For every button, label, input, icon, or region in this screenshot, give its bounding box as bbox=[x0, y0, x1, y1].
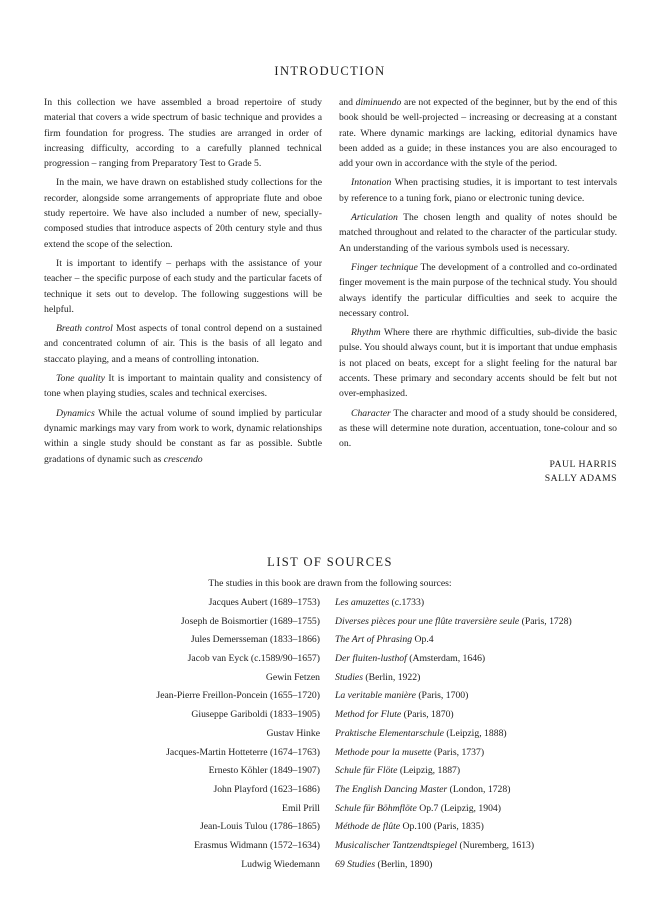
list-of-sources-heading: LIST OF SOURCES bbox=[267, 555, 393, 569]
source-row bbox=[0, 653, 660, 672]
source-work bbox=[335, 859, 432, 870]
source-composer: Jean-Louis Tulou (1786–1865) bbox=[199, 821, 320, 833]
source-work bbox=[335, 616, 572, 627]
finger-technique-text: The development of a controlled and co-ordinated finger movement is the main purpose of the technical study. You should always identify the particular difficulties and seek to acquire the necessary control. bbox=[339, 261, 617, 319]
source-work bbox=[335, 672, 420, 683]
source-row bbox=[0, 840, 660, 859]
source-title: The Art of Phrasing bbox=[335, 634, 413, 646]
character-text: The character and mood of a study should be considered, as these will determine note duration, accentuation, tone-colour and so on. bbox=[339, 407, 617, 450]
source-detail: (Paris, 1728) bbox=[519, 615, 572, 627]
source-title: Diverses pièces pour une flûte traversière seule bbox=[335, 615, 520, 627]
articulation-text: The chosen length and quality of notes should be matched throughout and related to the character of the particular study. An understanding of the various symbols used is necessary. bbox=[339, 212, 617, 254]
intro-paragraph-2: In the main, we have drawn on established study collections for the recorder, alongside some arrangements of appropriate flute and oboe study repertoire. We have also included a number of new, specially-composed studies that introduce aspects of 20th century style and thus extend the scope of the selection. bbox=[44, 177, 322, 250]
source-row bbox=[0, 821, 660, 840]
source-composer: Ernesto Köhler (1849–1907) bbox=[208, 765, 320, 777]
character-lead: Character bbox=[351, 407, 391, 419]
finger-technique-lead: Finger technique bbox=[351, 261, 418, 273]
source-composer: Jacob van Eyck (c.1589/90–1657) bbox=[187, 653, 320, 665]
source-title: Musicalischer Tantzendtspiegel bbox=[335, 839, 458, 851]
intonation-paragraph bbox=[339, 175, 617, 206]
source-detail: (Amsterdam, 1646) bbox=[406, 653, 486, 665]
source-detail: Op.7 (Leipzig, 1904) bbox=[416, 802, 502, 814]
source-composer: Erasmus Widmann (1572–1634) bbox=[194, 839, 320, 851]
source-detail: (Paris, 1737) bbox=[431, 746, 485, 758]
intonation-text: When practising studies, it is important to test intervals by reference to a tuning fork, piano or electronic tuning device. bbox=[339, 177, 617, 204]
source-composer: Joseph de Boismortier (1689–1755) bbox=[180, 615, 320, 627]
source-work bbox=[335, 784, 510, 795]
source-work bbox=[335, 690, 468, 701]
source-work bbox=[335, 653, 485, 664]
source-detail: Op.100 (Paris, 1835) bbox=[400, 821, 484, 833]
source-title: Method for Flute bbox=[335, 709, 402, 721]
sources-list bbox=[0, 597, 660, 877]
source-title: Méthode de flûte bbox=[335, 821, 401, 833]
source-row bbox=[0, 765, 660, 784]
introduction-left-column bbox=[44, 95, 322, 471]
sources-intro: The studies in this book are drawn from the following sources: bbox=[208, 578, 452, 589]
source-title: La veritable manière bbox=[335, 690, 416, 702]
source-work bbox=[335, 821, 484, 832]
source-detail: (London, 1728) bbox=[447, 783, 511, 795]
source-row bbox=[0, 616, 660, 635]
dynamics-continued-paragraph bbox=[339, 95, 617, 171]
dynamics-text: While the actual volume of sound implied by particular dynamic markings may vary from work to work, dynamic relationships within a single study should be constant as far as possible. Subtle gradations of dynamic such as bbox=[44, 407, 322, 465]
dynamics-paragraph bbox=[44, 406, 322, 467]
breath-control-lead: Breath control bbox=[56, 323, 113, 335]
source-composer: Emil Prill bbox=[282, 802, 320, 814]
source-composer: Jules Demersseman (1833–1866) bbox=[190, 634, 320, 646]
source-row bbox=[0, 690, 660, 709]
source-row bbox=[0, 672, 660, 691]
signature-block bbox=[339, 458, 617, 486]
author-sally-adams: SALLY ADAMS bbox=[544, 472, 617, 484]
source-work bbox=[335, 709, 454, 720]
source-detail: Op.4 bbox=[412, 634, 434, 646]
source-title: Der fluiten-lusthof bbox=[335, 653, 407, 665]
intro-paragraph-1: In this collection we have assembled a broad repertoire of study material that covers a wide spectrum of basic technique and provides a firm foundation for progress. The studies are arranged in order of increasing difficulty, according to a carefully planned technical progression – ranging from Preparatory Test to Grade 5. bbox=[44, 97, 322, 170]
source-work bbox=[335, 765, 460, 776]
source-row bbox=[0, 728, 660, 747]
source-row bbox=[0, 597, 660, 616]
tone-quality-lead: Tone quality bbox=[56, 373, 105, 385]
source-composer: Jean-Pierre Freillon-Poncein (1655–1720) bbox=[156, 690, 320, 702]
articulation-paragraph bbox=[339, 210, 617, 256]
source-composer: Ludwig Wiedemann bbox=[241, 858, 320, 870]
source-title: Schule für Böhmflöte bbox=[335, 802, 417, 814]
author-paul-harris: PAUL HARRIS bbox=[549, 458, 617, 470]
diminuendo-term: diminuendo bbox=[355, 97, 402, 108]
character-paragraph bbox=[339, 406, 617, 452]
dynamics-lead: Dynamics bbox=[56, 407, 95, 419]
source-composer: Giuseppe Gariboldi (1833–1905) bbox=[191, 709, 320, 721]
dynamics-text-continued: are not expected of the beginner, but by the end of this book should be well-projected – increasing or decreasing at a constant rate. Where dynamic markings are lacking, editorial dynamics have been added as a guide; in these instances you are also encouraged to add your own in accordance with the style of the period. bbox=[339, 97, 617, 170]
rhythm-lead: Rhythm bbox=[351, 327, 381, 339]
source-composer: Jacques-Martin Hotteterre (1674–1763) bbox=[166, 746, 320, 758]
source-composer: Gustav Hinke bbox=[266, 727, 320, 739]
source-detail: (Leipzig, 1888) bbox=[443, 727, 507, 739]
rhythm-text: Where there are rhythmic difficulties, sub-divide the basic pulse. You should always count, but it is important that undue emphasis is not placed on beats, except for a slight feeling for the natural bar accents. These primary and secondary accents should be felt but not over-emphasized. bbox=[339, 327, 617, 400]
tone-quality-paragraph bbox=[44, 371, 322, 402]
source-detail: (c.1733) bbox=[389, 597, 425, 608]
source-title: The English Dancing Master bbox=[335, 783, 448, 795]
source-title: 69 Studies bbox=[335, 858, 376, 870]
source-work bbox=[335, 634, 434, 645]
intonation-lead: Intonation bbox=[351, 177, 392, 189]
intro-paragraph-3: It is important to identify – perhaps with the assistance of your teacher – the specific purpose of each study and the particular facets of technique it sets out to develop. The following suggestions will be helpful. bbox=[44, 257, 322, 315]
source-composer: Gewin Fetzen bbox=[265, 671, 320, 683]
source-work bbox=[335, 597, 424, 608]
source-composer: Jacques Aubert (1689–1753) bbox=[208, 597, 320, 608]
articulation-lead: Articulation bbox=[351, 212, 398, 224]
source-detail: (Paris, 1870) bbox=[401, 709, 454, 721]
source-row bbox=[0, 747, 660, 766]
source-work bbox=[335, 803, 501, 814]
source-row bbox=[0, 859, 660, 878]
source-title: Les amuzettes bbox=[335, 597, 390, 608]
introduction-right-column bbox=[339, 95, 617, 486]
breath-control-paragraph bbox=[44, 321, 322, 367]
source-row bbox=[0, 634, 660, 653]
source-title: Methode pour la musette bbox=[335, 746, 432, 758]
introduction-heading: INTRODUCTION bbox=[274, 64, 386, 78]
source-composer: John Playford (1623–1686) bbox=[213, 783, 320, 795]
source-detail: (Leipzig, 1887) bbox=[397, 765, 461, 777]
source-detail: (Berlin, 1890) bbox=[375, 858, 433, 870]
source-work bbox=[335, 747, 484, 758]
crescendo-term: crescendo bbox=[163, 453, 203, 465]
rhythm-paragraph bbox=[339, 325, 617, 401]
finger-technique-paragraph bbox=[339, 260, 617, 321]
source-title: Schule für Flöte bbox=[335, 765, 398, 777]
source-detail: (Nuremberg, 1613) bbox=[457, 839, 535, 851]
source-work bbox=[335, 840, 534, 851]
breath-control-text: Most aspects of tonal control depend on a sustained and concentrated column of air. This is the basis of all legato and staccato playing, and a means of controlling intonation. bbox=[44, 323, 322, 365]
source-detail: (Paris, 1700) bbox=[415, 690, 469, 702]
source-title: Praktische Elementarschule bbox=[335, 727, 444, 739]
source-row bbox=[0, 709, 660, 728]
source-row bbox=[0, 803, 660, 822]
dynamics-and: and bbox=[339, 97, 356, 108]
source-row bbox=[0, 784, 660, 803]
source-detail: (Berlin, 1922) bbox=[362, 671, 421, 683]
tone-quality-text: It is important to maintain quality and consistency of tone when playing studies, scales and technical exercises. bbox=[44, 373, 323, 400]
source-title: Studies bbox=[335, 671, 363, 683]
source-work bbox=[335, 728, 507, 739]
